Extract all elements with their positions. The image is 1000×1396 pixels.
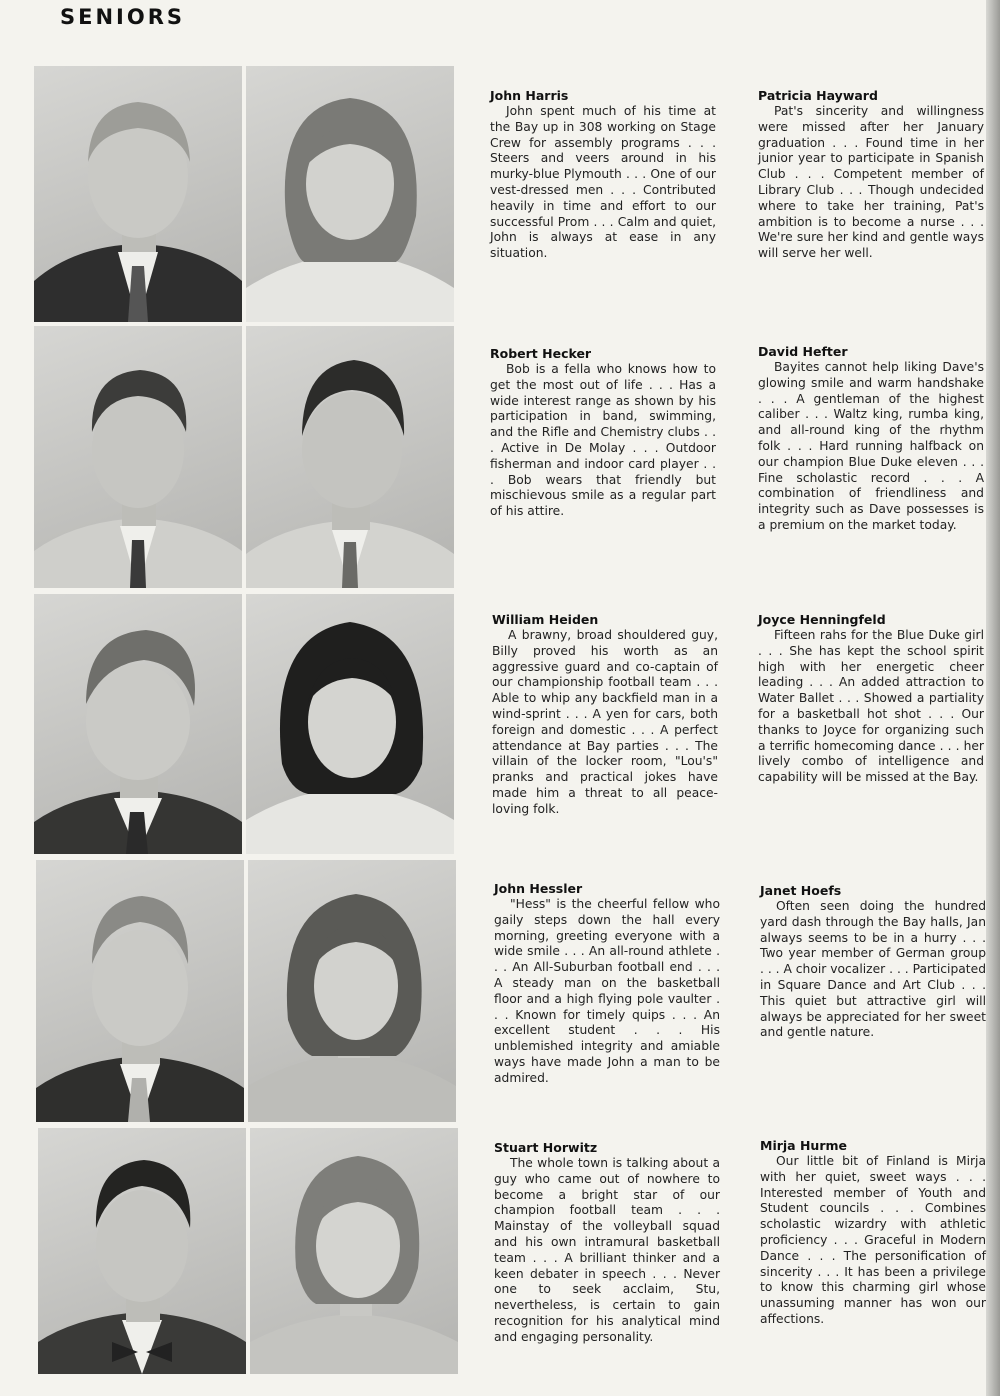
bio-name: Janet Hoefs bbox=[760, 883, 842, 898]
bio-david-hefter bbox=[758, 344, 984, 534]
portrait-william-heiden bbox=[34, 594, 242, 854]
bio-john-hessler bbox=[494, 881, 720, 1087]
portrait-patricia-hayward bbox=[246, 66, 454, 322]
bio-text: Bayites cannot help liking Dave's glowing smile and warm handshake . . . A gentleman of the highest caliber . . . Waltz king, rumba king, and all-round king of the rhythm folk . . . Hard running halfback on our champion Blue Duke eleven . . . Fine scholastic record . . . A combination of friendliness and integrity such as Dave possesses is a premium on the market today. bbox=[758, 360, 984, 532]
bio-name: Joyce Henningfeld bbox=[758, 612, 886, 627]
bio-text: Bob is a fella who knows how to get the most out of life . . . Has a wide interest range as shown by his participation in band, swimming, and the Rifle and Chemistry clubs . . . Active in De Molay . . . Outdoor fisherman and indoor card player . . . Bob wears that friendly but mischievous smile as a regular part of his attire. bbox=[490, 362, 716, 519]
portrait-joyce-henningfeld bbox=[246, 594, 454, 854]
bio-mirja-hurme bbox=[760, 1138, 986, 1328]
bio-joyce-henningfeld bbox=[758, 612, 984, 786]
bio-john-harris bbox=[490, 88, 716, 262]
bio-text: "Hess" is the cheerful fellow who gaily steps down the hall every morning, greeting everyone with a wide smile . . . An all-round athlete . . . An All-Suburban football end . . . A steady man on the basketball floor and a high flying pole vaulter . . . Known for timely quips . . . An excellent student . . . His unblemished integrity and amiable ways have made John a man to be admired. bbox=[494, 897, 720, 1085]
bio-text: Pat's sincerity and willingness were missed after her January graduation . . . Found time in her junior year to participate in Spanish Club . . . Competent member of Library Club . . . Though undecided where to take her training, Pat's ambition is to become a nurse . . . We're sure her kind and gentle ways will serve her well. bbox=[758, 104, 984, 261]
bio-name: John Harris bbox=[490, 88, 569, 103]
bio-text: Fifteen rahs for the Blue Duke girl . . . She has kept the school spirit high with her energetic cheer leading . . . An added attraction to Water Ballet . . . Showed a partiality for a basketball hot shot . . . Our thanks to Joyce for organizing such a terrific homecoming dance . . . her lively combo of intelligence and capability will be missed at the Bay. bbox=[758, 628, 984, 785]
bio-name: Mirja Hurme bbox=[760, 1138, 847, 1153]
bio-text: The whole town is talking about a guy who came out of nowhere to become a bright star of our champion football team . . . Mainstay of the volleyball squad and his own intramural basketball team . . . A brilliant thinker and a keen debater in speech . . . Never one to seek acclaim, Stu, nevertheless, is certain to gain recognition for his analytical mind and engaging personality. bbox=[494, 1156, 720, 1344]
bio-name: William Heiden bbox=[492, 612, 599, 627]
bio-name: Robert Hecker bbox=[490, 346, 592, 361]
portrait-john-hessler bbox=[36, 860, 244, 1122]
bio-text: John spent much of his time at the Bay up in 308 working on Stage Crew for assembly programs . . . Steers and veers around in his murky-blue Plymouth . . . One of our vest-dressed men . . . Contributed heavily in time and effort to our successful Prom . . . Calm and quiet, John is always at ease in any situation. bbox=[490, 104, 716, 261]
bio-patricia-hayward bbox=[758, 88, 984, 262]
bio-william-heiden bbox=[492, 612, 718, 818]
bio-name: Patricia Hayward bbox=[758, 88, 878, 103]
portrait-john-harris bbox=[34, 66, 242, 322]
bio-text: A brawny, broad shouldered guy, Billy proved his worth as an aggressive guard and co-captain of our championship football team . . . Able to whip any backfield man in a wind-sprint . . . A yen for cars, both foreign and domestic . . . A perfect attendance at Bay parties . . . The villain of the locker room, "Lou's" pranks and practical jokes have made him a threat to all peace-loving folk. bbox=[492, 628, 718, 816]
portrait-janet-hoefs bbox=[248, 860, 456, 1122]
portrait-mirja-hurme bbox=[250, 1128, 458, 1374]
bio-text: Our little bit of Finland is Mirja with her quiet, sweet ways . . . Interested member of Youth and Student councils . . . Combines scholastic wizardry with athletic proficiency . . . Graceful in Modern Dance . . . The personification of sincerity . . . It has been a privilege to know this charming girl whose unassuming manner has won our affections. bbox=[760, 1154, 986, 1326]
portrait-david-hefter bbox=[246, 326, 454, 588]
portrait-robert-hecker bbox=[34, 326, 242, 588]
bio-text: Often seen doing the hundred yard dash through the Bay halls, Jan always seems to be in a hurry . . . Two year member of German group . . . A choir vocalizer . . . Participated in Square Dance and Art Club . . . This quiet but attractive girl will always be appreciated for her sweet and gentle nature. bbox=[760, 899, 987, 1040]
page-binding-edge bbox=[986, 0, 1000, 1396]
bio-name: John Hessler bbox=[494, 881, 583, 896]
bio-name: Stuart Horwitz bbox=[494, 1140, 598, 1155]
bio-janet-hoefs bbox=[760, 883, 986, 1041]
bio-robert-hecker bbox=[490, 346, 716, 520]
bio-stuart-horwitz bbox=[494, 1140, 720, 1346]
portrait-stuart-horwitz bbox=[38, 1128, 246, 1374]
page-title: SENIORS bbox=[60, 5, 186, 29]
bio-name: David Hefter bbox=[758, 344, 848, 359]
